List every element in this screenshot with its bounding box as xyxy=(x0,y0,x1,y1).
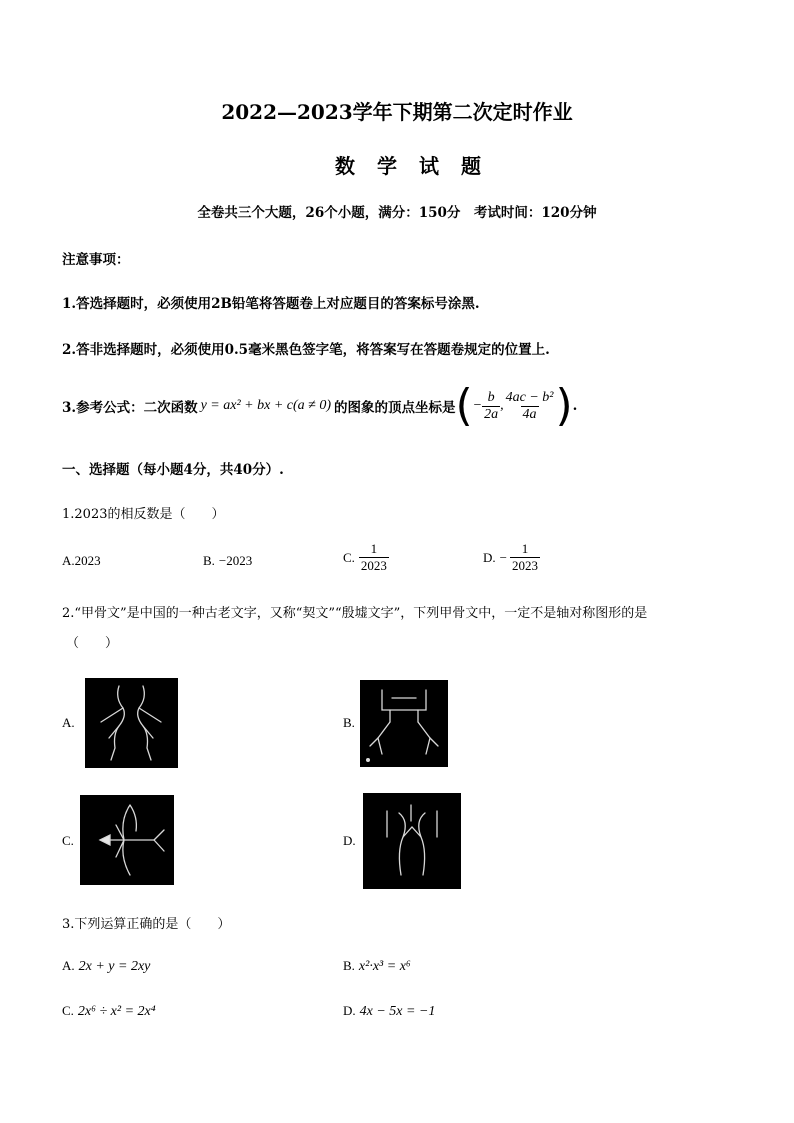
q3-option-c: C. 2x⁶ ÷ x² = 2x⁴ xyxy=(62,1003,156,1019)
note-item-3-end: . xyxy=(572,398,578,414)
q2-stem-line2: （ ） xyxy=(66,636,119,651)
oracle-glyph-b-icon xyxy=(360,680,448,767)
right-paren: ) xyxy=(555,380,573,431)
q1-option-b: B. −2023 xyxy=(203,553,253,568)
q1-stem: 1.2023的相反数是（ ） xyxy=(62,507,225,522)
q3-stem: 3.下列运算正确的是（ ） xyxy=(62,917,231,932)
exam-title: 2022—2023学年下期第二次定时作业 xyxy=(221,100,573,124)
oracle-glyph-d-icon xyxy=(363,793,461,889)
q2-stem-line1: 2.“甲骨文”是中国的一种古老文字，又称“契文”“殷墟文字”，下列甲骨文中，一定不是轴对称图形的是 xyxy=(62,606,648,621)
note-item-2: 2.答非选择题时，必须使用0.5毫米黑色签字笔，将答案写在答题卷规定的位置上. xyxy=(62,342,550,358)
note-item-3-mid: 的图象的顶点坐标是 xyxy=(334,400,456,416)
oracle-glyph-a-icon xyxy=(85,678,178,768)
q2-option-d-glyph xyxy=(363,793,461,889)
left-paren: ( xyxy=(455,380,473,431)
note-item-3: 3.参考公式：二次函数 y = ax² + bx + c(a ≠ 0) 的图象的顶点坐标是 ( − $\frac{b}{2a}$ , $\frac{\text{4ac − b²}}{4a}$ ) . xyxy=(62,380,578,431)
oracle-glyph-c-icon xyxy=(80,795,174,885)
vertex-y-fraction: $\frac{\text{4ac − b²}}{4a}$ xyxy=(505,389,554,422)
q3-option-a: A. 2x + y = 2xy xyxy=(62,958,151,974)
q1-option-d: D. − $\frac{1}{2023}$ xyxy=(483,541,538,573)
section-1-heading: 一、选择题（每小题4分，共40分）. xyxy=(62,462,284,478)
note-item-1: 1.答选择题时，必须使用2B铅笔将答题卷上对应题目的答案标号涂黑. xyxy=(62,296,480,312)
vertex-x-fraction: $\frac{b}{2a}$ xyxy=(484,389,499,422)
q2-option-b-glyph xyxy=(360,680,448,767)
q2-option-c-label: C. xyxy=(62,833,74,848)
q2-option-d-label: D. xyxy=(343,833,356,848)
exam-info: 全卷共三个大题，26个小题，满分：150分 考试时间：120分钟 xyxy=(197,205,597,221)
notes-heading: 注意事项： xyxy=(62,252,130,268)
quadratic-formula: y = ax² + bx + c(a ≠ 0) xyxy=(200,398,331,413)
q1-option-a: A.2023 xyxy=(62,553,101,568)
q2-option-c-glyph xyxy=(80,795,174,885)
q1-option-c: C. $\frac{1}{2023}$ xyxy=(343,541,387,573)
note-item-3-prefix: 3.参考公式：二次函数 xyxy=(62,400,198,416)
q2-option-b-label: B. xyxy=(343,715,355,730)
q3-option-d: D. 4x − 5x = −1 xyxy=(343,1003,436,1019)
q2-option-a-label: A. xyxy=(62,715,75,730)
q2-option-a-glyph xyxy=(85,678,178,768)
exam-subject: 数学试题 xyxy=(335,154,503,178)
q3-option-b: B. x²·x³ = x⁶ xyxy=(343,958,411,974)
